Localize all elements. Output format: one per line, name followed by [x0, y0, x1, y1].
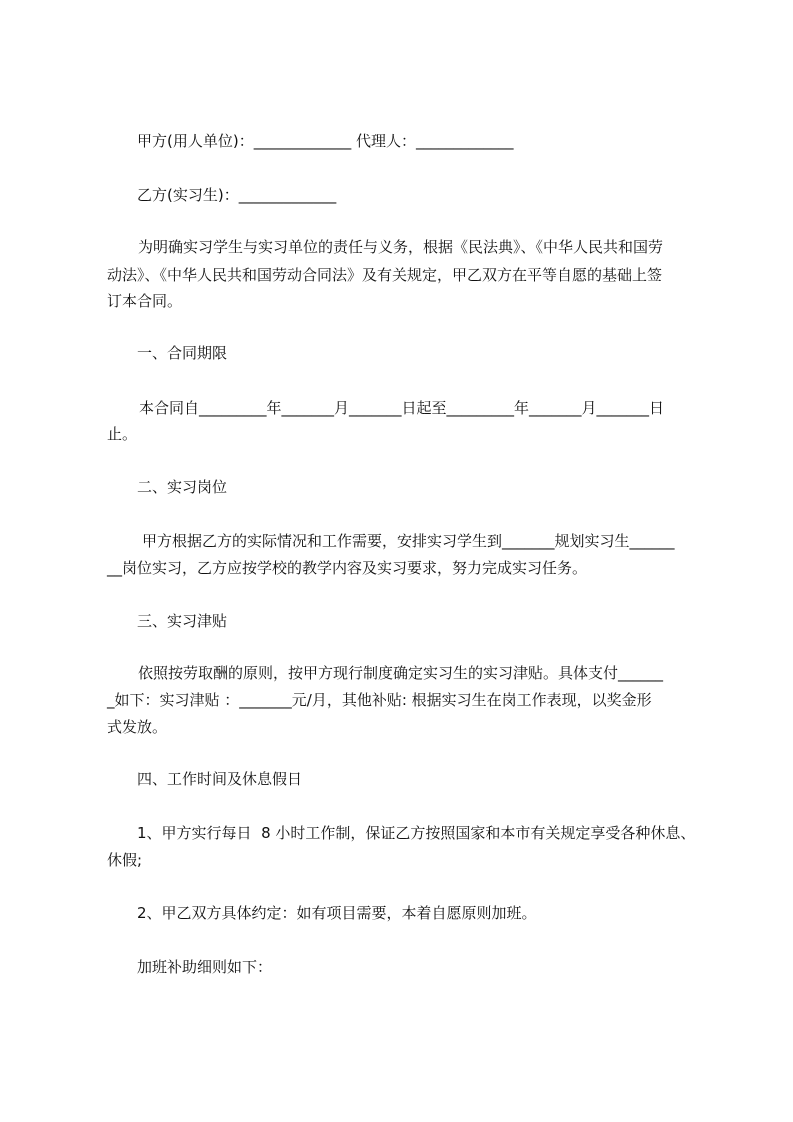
intro-line-3: 订本合同。	[107, 292, 183, 310]
intro-line-1: 为明确实习学生与实习单位的责任与义务，根据《民法典》、《中华人民共和国劳	[138, 238, 664, 256]
section-3-line-2: _如下：实习津贴 ：_______元/月，其他补贴: 根据实习生在岗工作表现，以奖金形	[107, 691, 652, 709]
section-4-heading: 四、工作时间及休息假日	[137, 770, 303, 788]
section-3-line-1: 依照按劳取酬的原则，按甲方现行制度确定实习生的实习津贴。具体支付______	[138, 664, 664, 682]
section-2-line-2: __岗位实习，乙方应按学校的教学内容及实习要求，努力完成实习任务。	[107, 559, 588, 577]
section-2-heading: 二、实习岗位	[137, 478, 228, 496]
section-3-line-3: 式发放。	[107, 718, 168, 736]
section-4-item-1-line-2: 休假;	[107, 851, 143, 869]
overtime-heading: 加班补助细则如下：	[137, 958, 273, 976]
intro-line-2: 动法》、《中华人民共和国劳动合同法》及有关规定，甲乙双方在平等自愿的基础上签	[107, 266, 663, 284]
section-1-heading: 一、合同期限	[137, 344, 228, 362]
section-1-line-1: 本合同自_________年_______月_______日起至_________年_______月_______日	[139, 399, 665, 417]
section-3-heading: 三、实习津贴	[137, 612, 228, 630]
party-a-line: 甲方(用人单位)：_____________ 代理人：_____________	[137, 132, 514, 150]
section-1-line-2: 止。	[107, 425, 138, 443]
section-2-line-1: 甲方根据乙方的实际情况和工作需要，安排实习学生到_______规划实习生______	[142, 532, 675, 550]
party-b-line: 乙方(实习生)：_____________	[137, 186, 337, 204]
section-4-item-1-line-1: 1、甲方实行每日 8 小时工作制，保证乙方按照国家和本市有关规定享受各种休息、	[137, 824, 696, 842]
section-4-item-2: 2、甲乙双方具体约定：如有项目需要，本着自愿原则加班。	[137, 904, 537, 922]
